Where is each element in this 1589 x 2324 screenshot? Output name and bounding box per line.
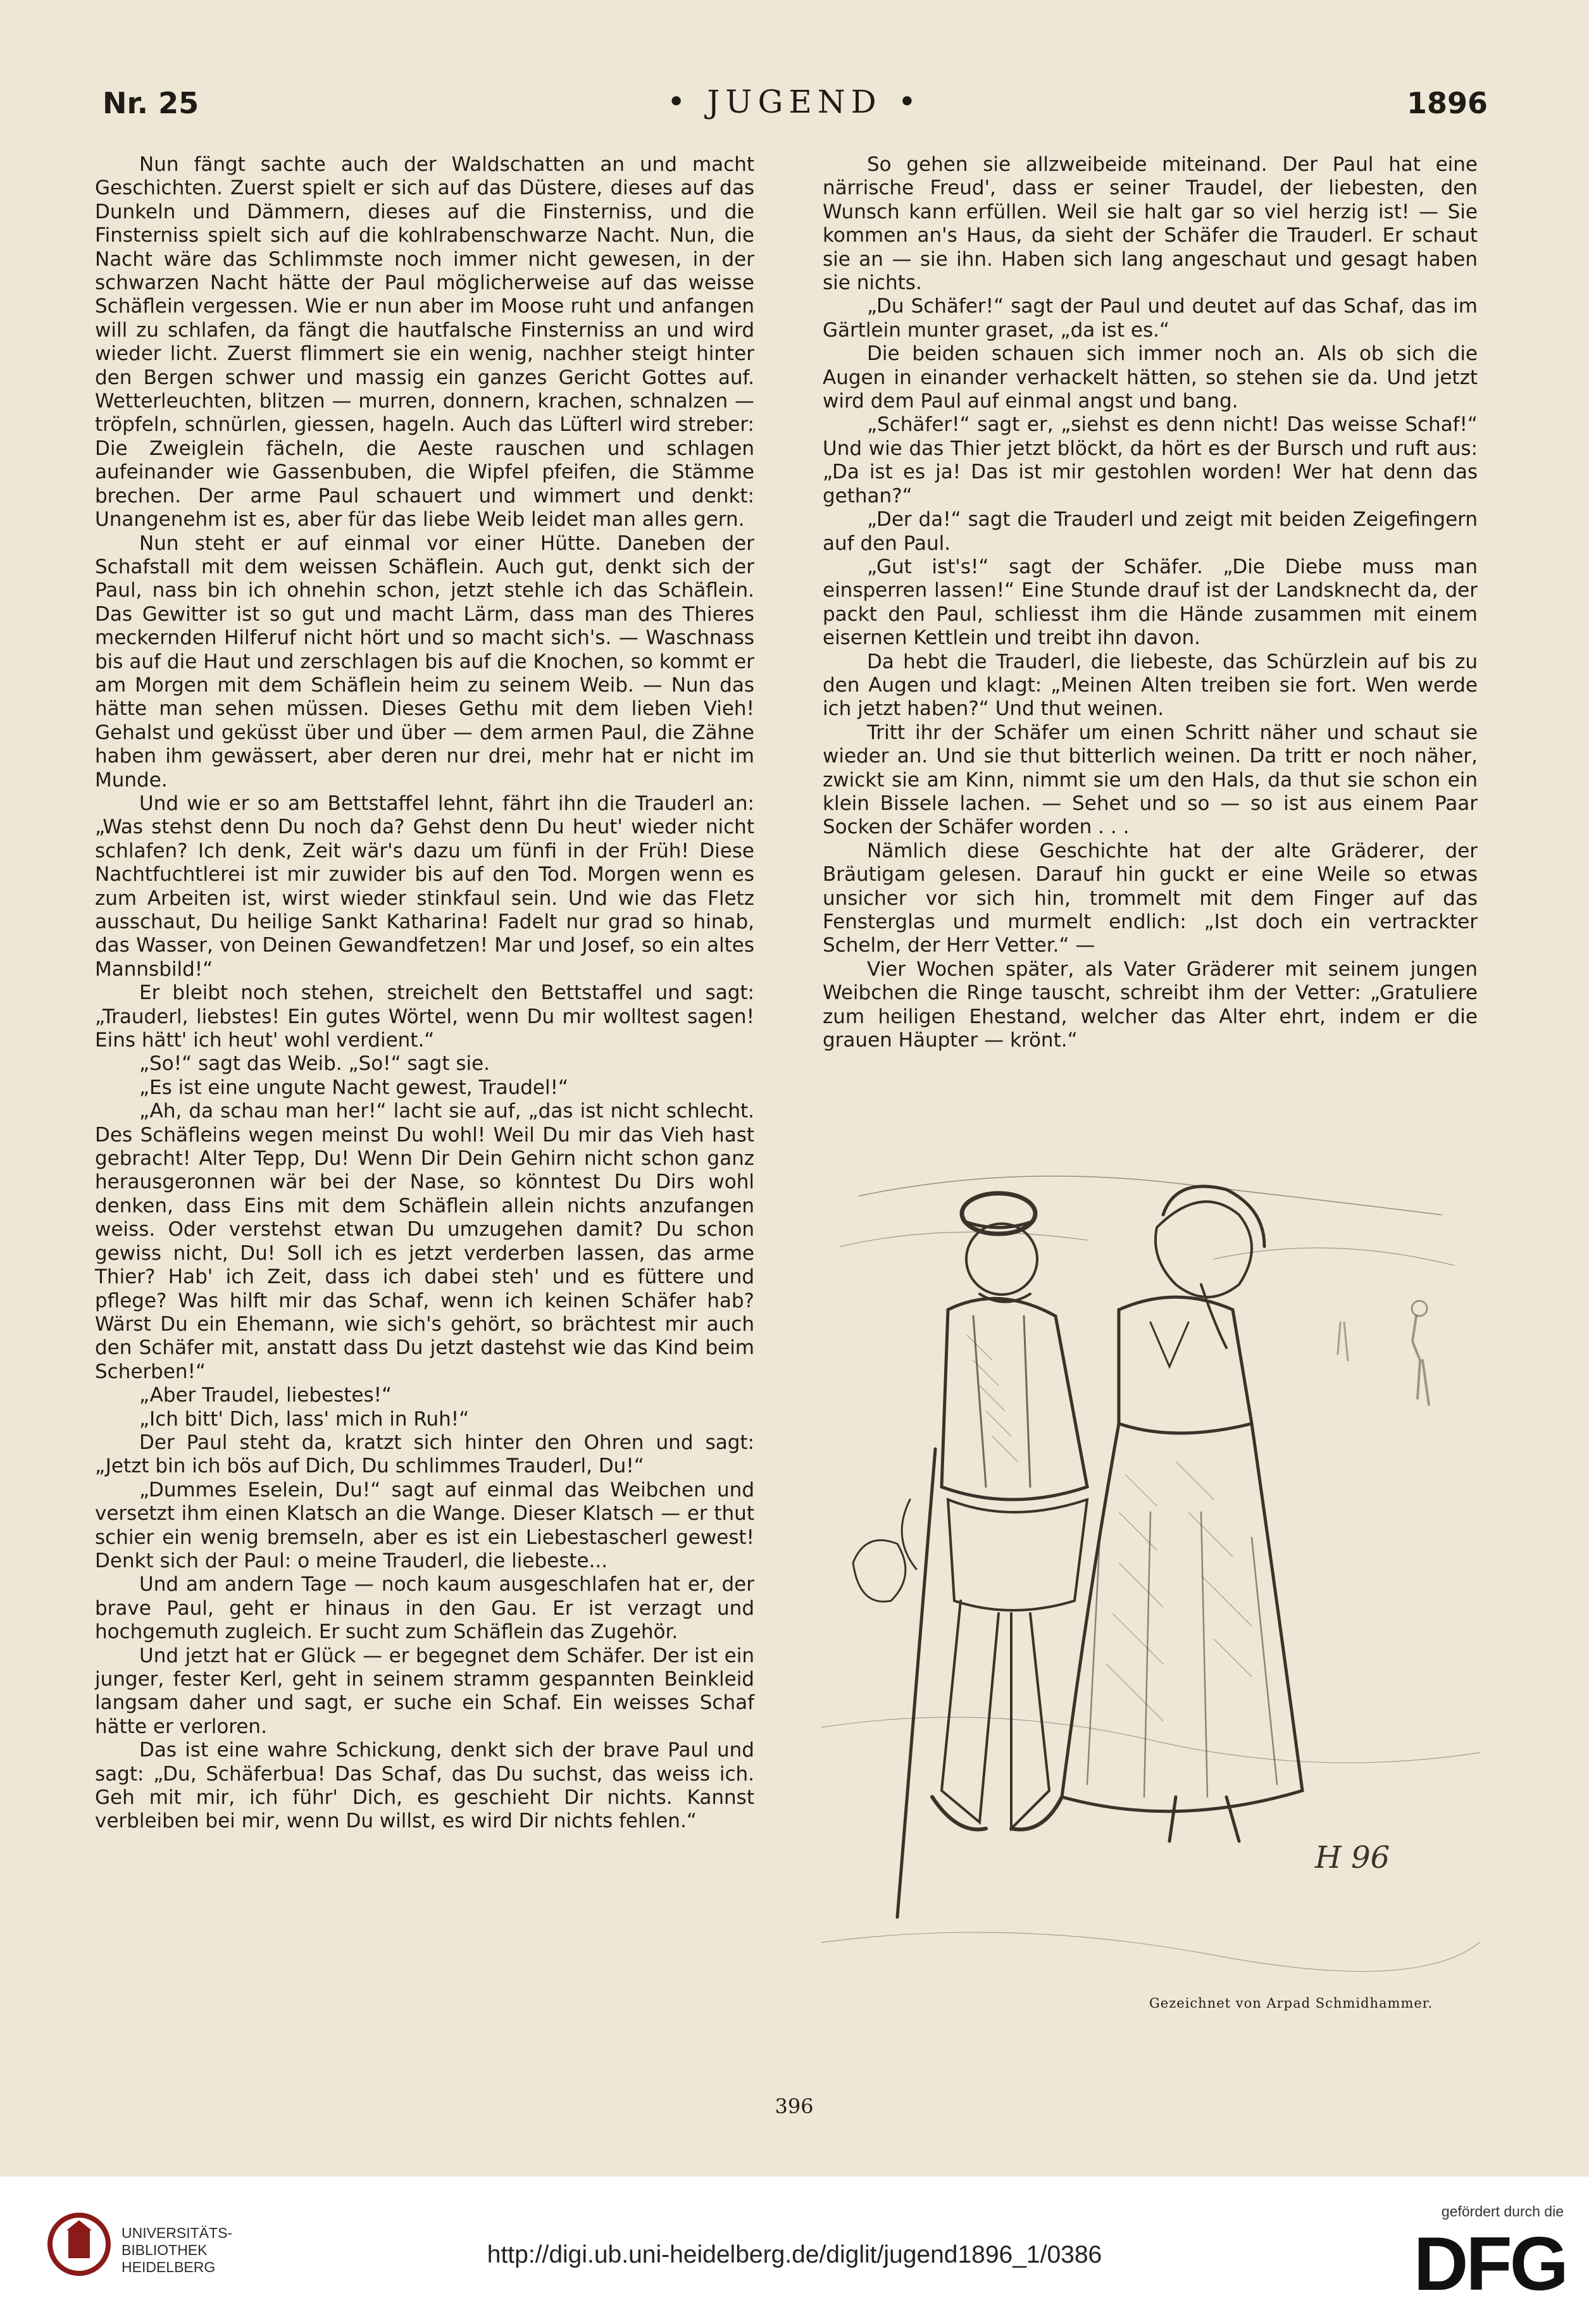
paragraph: Die beiden schauen sich immer noch an. Als ob sich die Augen in einander verhackelt hätten, so stehen sie da. Und jetzt wird dem Paul auf einmal angst und bang. [823, 342, 1478, 413]
paragraph: Und am andern Tage — noch kaum ausgeschlafen hat er, der brave Paul, geht er hinaus in den Gau. Er ist verzagt und hochgemuth zugleich. Er sucht zum Schäflein das Zugehör. [95, 1573, 754, 1644]
paragraph: Nun fängt sachte auch der Waldschatten an und macht Geschichten. Zuerst spielt er sich auf das Düstere, dieses auf das Dunkeln und Dämmern, dieses auf die Finsterniss, und die Finsterniss spielt sich auf die kohlrabenschwarze Nacht. Nun, die Nacht wäre das Schlimmste noch immer nicht gewesen, in der schwarzen Nacht hätte der Paul möglicherweise auf das weisse Schäflein vergessen. Wie er nun aber im Moose ruht und anfangen will zu schlafen, da fängt die hautfalsche Finsterniss an und wird wieder licht. Zuerst flimmert sie ein wenig, nachher steigt hinter den Bergen schwer und massig ein ganzes Gericht Gottes auf. Wetterleuchten, blitzen — murren, donnern, krachen, schnalzen — tröpfeln, schnürlen, giessen, hageln. Auch das Lüfterl wird streber: Die Zweiglein fächeln, die Aeste rauschen und schlagen aufeinander wie Gassenbuben, die Wipfel pfeifen, die Stämme brechen. Der arme Paul schauert und wimmert und denkt: Unangenehm ist es, aber für das liebe Weib leidet man alles gern. [95, 153, 754, 531]
digitization-footer [0, 2177, 1589, 2324]
paragraph: „Gut ist's!“ sagt der Schäfer. „Die Diebe muss man einsperren lassen!“ Eine Stunde drauf ist der Landsknecht da, der packt den Paul, schliesst ihm die Hände zusammen mit einem eisernen Kettlein und treibt ihn davon. [823, 555, 1478, 650]
hatching [967, 1335, 1252, 1721]
paragraph: „Es ist eine ungute Nacht gewest, Traudel!“ [139, 1076, 569, 1099]
left-text-column [95, 153, 754, 1834]
page-header [95, 81, 1494, 125]
paragraph: Der Paul steht da, kratzt sich hinter den Ohren und sagt: „Jetzt bin ich bös auf Dich, Du schlimmes Trauderl, Du!“ [95, 1431, 754, 1478]
paragraph: Das ist eine wahre Schickung, denkt sich der brave Paul und sagt: „Du, Schäferbua! Das Schaf, das Du suchst, das weiss ich. Geh mit mir, ich führ' Dich, es geschieht Dir nichts. Kannst verbleiben bei mir, wenn Du willst, es wird Dir nichts fehlen.“ [95, 1739, 754, 1833]
paragraph: So gehen sie allzweibeide miteinand. Der Paul hat eine närrische Freud', dass er seiner Traudel, der liebesten, den Wunsch kann erfüllen. Weil sie halt gar so viel herzig ist! — Sie kommen an's Haus, da sieht der Schäfer die Trauderl. Er schaut sie an — sie ihn. Haben sich lang angeschaut und gesagt haben sie nichts. [823, 153, 1478, 295]
paragraph: Nämlich diese Geschichte hat der alte Gräderer, der Bräutigam gelesen. Darauf hin guckt er eine Weile so etwas unsicher vor sich hin, trommelt mit dem Finger auf das Fensterglas und murmelt endlich: „Ist doch ein vertrackter Schelm, der Herr Vetter.“ — [823, 839, 1478, 957]
paragraph: „So!“ sagt das Weib. „So!“ sagt sie. [139, 1052, 490, 1076]
paragraph: Und wie er so am Bettstaffel lehnt, fährt ihn die Trauderl an: „Was stehst denn Du noch da? Gehst denn Du heut' wieder nicht schlafen? Ich denk, Zeit wär's dazu um fünfi in der Früh! Diese Nachtfuchtlerei ist mir zuwider bis auf den Tod. Morgen wenn es zum Arbeiten ist, wirst wieder stinkfaul sein. Und wie das Fletz ausschaut, Du heilige Sankt Katharina! Fadelt nur grad so hinab, das Wasser, von Deinen Gewandfetzen! Mar und Josef, so ein altes Mannsbild!“ [95, 792, 754, 981]
paragraph: „Ah, da schau man her!“ lacht sie auf, „das ist nicht schlecht. Des Schäfleins wegen meinst Du wohl! Weil Du mir das Vieh hast gebracht! Alter Tepp, Du! Wenn Dir Dein Gehirn nicht schon ganz herausgeronnen wär bei der Nase, so könntest Du Dirs wohl denken, dass Eins mit dem Schäflein allein nichts anzufangen weiss. Oder verstehst etwan Du umzugehen damit? Du schon gewiss nicht, Du! Soll ich es jetzt verderben lassen, das arme Thier? Hab' ich Zeit, dass ich dabei steh' und es füttere und pflege? Was hilft mir das Schaf, wenn ich keinen Schäfer hab? Wärst Du ein Ehemann, wie sich's gehört, so brächtest mir auch den Schäfer mit, anstatt dass Du jetzt dastehst wie das Kind beim Scherben!“ [95, 1100, 754, 1383]
paragraph: „Dummes Eselein, Du!“ sagt auf einmal das Weibchen und versetzt ihm einen Klatsch an die Wange. Dieser Klatsch — er thut schier ein wenig bremseln, aber es ist ein Liebestascherl gewest! Denkt sich der Paul: o meine Trauderl, die liebeste... [95, 1478, 754, 1572]
dfg-logo: DFG [1413, 2221, 1566, 2306]
paragraph: Da hebt die Trauderl, die liebeste, das Schürzlein auf bis zu den Augen und klagt: „Meinen Alten treiben sie fort. Wen werde ich jetzt haben?“ Und thut weinen. [823, 650, 1478, 721]
permalink[interactable]: http://digi.ub.uni-heidelberg.de/diglit/jugend1896_1/0386 [487, 2241, 1102, 2268]
magazine-title: • JUGEND • [666, 84, 923, 120]
artist-signature: H 96 [1315, 1840, 1390, 1875]
right-text-column [823, 153, 1478, 1052]
paragraph: „Aber Traudel, liebestes!“ [139, 1384, 392, 1407]
issue-number: Nr. 25 [103, 86, 199, 120]
paragraph: „Der da!“ sagt die Trauderl und zeigt mit beiden Zeigefingern auf den Paul. [823, 508, 1478, 555]
paragraph: „Schäfer!“ sagt er, „siehst es denn nicht! Das weisse Schaf!“ Und wie das Thier jetzt blöckt, da hört es der Bursch und ruft aus: „Da ist es ja! Das ist mir gestohlen worden! Wer hat denn das gethan?“ [823, 413, 1478, 507]
paragraph: Tritt ihr der Schäfer um einen Schritt näher und schaut sie wieder an. Und sie thut bitterlich weinen. Da tritt er noch näher, zwickt sie am Kinn, nimmt sie um den Hals, da thut sie schon ein klein Bissele lachen. — Sehet und so — so ist aus einem Paar Socken der Schäfer worden . . . [823, 721, 1478, 839]
paragraph: „Ich bitt' Dich, lass' mich in Ruh!“ [139, 1407, 470, 1431]
funding-text: gefördert durch die [1441, 2203, 1564, 2220]
illustration-credit: Gezeichnet von Arpad Schmidhammer. [1149, 1996, 1433, 2011]
library-name: UNIVERSITÄTS- BIBLIOTHEK HEIDELBERG [122, 2225, 233, 2275]
year: 1896 [1406, 86, 1488, 120]
paragraph: Nun steht er auf einmal vor einer Hütte. Daneben der Schafstall mit dem weissen Schäflein. Auch gut, denkt sich der Paul, nass bin ich ohnehin schon, jetzt stehle ich das Schäflein. Das Gewitter ist so gut und macht Lärm, dass man des Thieres meckernden Hilferuf nicht hört und so macht sich's. — Waschnass bis auf die Haut und zerschlagen bis auf die Knochen, so kommt er am Morgen mit dem Schäflein heim zu seinem Weib. — Nun das hätte man sehen müssen. Dieses Gethu mit dem lieben Vieh! Gehalst und geküsst über und über — dem armen Paul, die Zähne haben ihm gewässert, aber deren nur drei, mehr hat er nicht im Munde. [95, 531, 754, 792]
paragraph: Vier Wochen später, als Vater Gräderer mit seinem jungen Weibchen die Ringe tauscht, schreibt ihm der Vetter: „Gratuliere zum heiligen Ehestand, welcher das Alter ehrt, indem er die grauen Häupter — krönt.“ [823, 957, 1478, 1052]
page-number: 396 [775, 2094, 814, 2118]
illustration-shepherd-and-woman [821, 1158, 1481, 2025]
paragraph: Und jetzt hat er Glück — er begegnet dem Schäfer. Der ist ein junger, fester Kerl, geht in seinem stramm gespannten Beinkleid langsam daher und sagt, er suche ein Schaf. Ein weisses Schaf hätte er verloren. [95, 1644, 754, 1738]
paragraph: „Du Schäfer!“ sagt der Paul und deutet auf das Schaf, das im Gärtlein munter graset, „da ist es.“ [823, 295, 1478, 342]
paragraph: Er bleibt noch stehen, streichelt den Bettstaffel und sagt: „Trauderl, liebstes! Ein gutes Wörtel, wenn Du mir wolltest sagen! Eins hätt' ich heut' wohl verdient.“ [95, 981, 754, 1052]
